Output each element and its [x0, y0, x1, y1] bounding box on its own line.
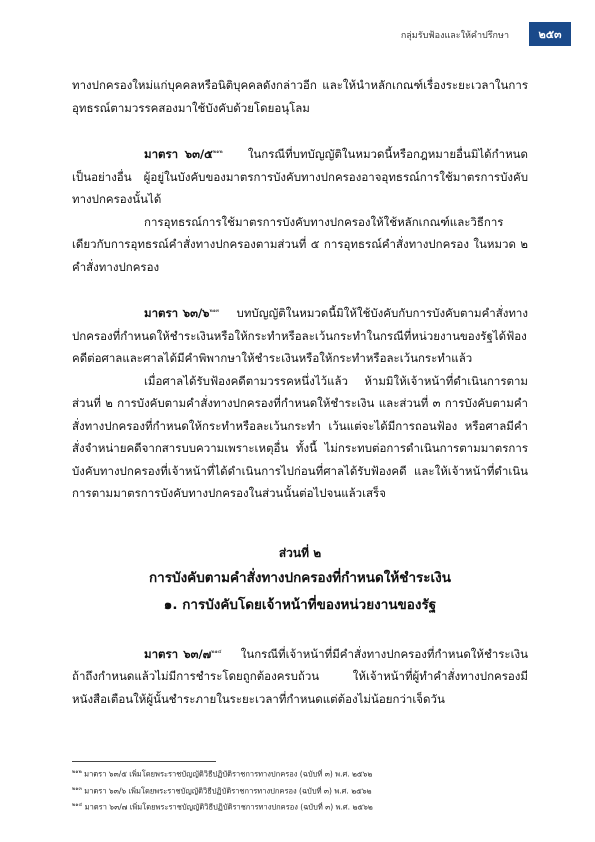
footnote-ref[interactable]: ๒๑๓: [209, 308, 220, 315]
section-63-7: มาตรา ๖๓/๗$^{๒๑๔}$ ในกรณีที่เจ้าหน้าที่มีคำสั่งทางปกครองที่กำหนดให้ชำระเงิน ถ้าถึงกำหนดแล้วไม่มีการชำระโดยถูกต้องครบถ้วน ให้เจ้าหน้าที่ผู้ทำคำสั่งทางปกครองมีหนังสือเตือนให้ผู้นั้นชำระภายในระยะเวลาที่กำหนดแต่ต้องไม่น้อยกว่าเจ็ดวัน: [72, 646, 529, 706]
section-63-6-para-2: เมื่อศาลได้รับฟ้องคดีตามวรรคหนึ่งไว้แล้ว ห้ามมิให้เจ้าหน้าที่ดำเนินการตามส่วนที่ ๒ การบังคับตามคำสั่งทางปกครองที่กำหนดให้ชำระเงิน และส่วนที่ ๓ การบังคับตามคำสั่งทางปกครองที่กำหนดให้กระทำหรือละเว้นกระทำ เว้นแต่จะได้มีการถอนฟ้อง หรือศาลมีคำสั่งจำหน่ายคดีจากสารบบความเพราะเหตุอื่น ทั้งนี้ ไม่กระทบต่อการดำเนินการตามมาตรการบังคับทางปกครองที่เจ้าหน้าที่ได้ดำเนินการไปก่อนที่ศาลได้รับฟ้องคดี และให้เจ้าหน้าที่ดำเนินการตามมาตรการบังคับทางปกครองในส่วนนั้นต่อไปจนแล้วเสร็จ: [72, 373, 528, 500]
section-number: มาตรา ๖๓/๗: [144, 646, 212, 661]
paragraph-continuation: ทางปกครองใหม่แก่บุคคลหรือนิติบุคคลดังกล่าวอีก และให้นำหลักเกณฑ์เรื่องระยะเวลาในการอุทธรณ์ตามวรรคสองมาใช้บังคับด้วยโดยอนุโลม: [72, 78, 528, 115]
running-header-title: กลุ่มรับฟ้องและให้คำปรึกษา: [400, 31, 509, 41]
part-subtitle: ๑. การบังคับโดยเจ้าหน้าที่ของหน่วยงานของรัฐ: [163, 596, 437, 613]
footnote-ref[interactable]: ๒๑๒: [212, 149, 223, 156]
footnote-divider: [72, 761, 216, 762]
section-63-6: มาตรา ๖๓/๖$^{๒๑๓}$ บทบัญญัติในหมวดนี้มิให้ใช้บังคับกับการบังคับตามคำสั่งทางปกครองที่กำหนดให้ชำระเงินหรือให้กระทำหรือละเว้นกระทำในกรณีที่หน่วยงานของรัฐได้ฟ้องคดีต่อศาลและศาลได้มีคำพิพากษาให้ชำระเงินหรือให้กระทำหรือละเว้นกระทำแล้ว: [72, 306, 529, 365]
section-63-5: มาตรา ๖๓/๕$^{๒๑๒}$ ในกรณีที่บทบัญญัติในหมวดนี้หรือกฎหมายอื่นมิได้กำหนดเป็นอย่างอื่น ผู้อยู่ในบังคับของมาตรการบังคับทางปกครองอาจอุทธรณ์การใช้มาตรการบังคับทางปกครองนั้นได้: [72, 147, 528, 206]
page-header: [0, 22, 595, 52]
part-number: ส่วนที่ ๒: [278, 545, 322, 560]
footnote-213: $^{๒๑๓}$ มาตรา ๖๓/๖ เพิ่มโดยพระราชบัญญัติวิธีปฏิบัติราชการทางปกครอง (ฉบับที่ ๓) พ.ศ. ๒๕๖๒: [72, 785, 372, 795]
section-number: มาตรา ๖๓/๕: [144, 147, 213, 161]
part-title: การบังคับตามคำสั่งทางปกครองที่กำหนดให้ชำระเงิน: [149, 569, 451, 586]
section-63-5-para-2: การอุทธรณ์การใช้มาตรการบังคับทางปกครองให้ใช้หลักเกณฑ์และวิธีการเดียวกับการอุทธรณ์คำสั่งทางปกครองตามส่วนที่ ๕ การอุทธรณ์คำสั่งทางปกครอง ในหมวด ๒ คำสั่งทางปกครอง: [72, 214, 528, 274]
section-number: มาตรา ๖๓/๖: [144, 306, 210, 320]
footnotes: [72, 765, 528, 815]
page-number-badge: ๒๕๓: [529, 22, 571, 46]
footnote-214: $^{๒๑๔}$ มาตรา ๖๓/๗ เพิ่มโดยพระราชบัญญัติวิธีปฏิบัติราชการทางปกครอง (ฉบับที่ ๓) พ.ศ. ๒๕๖๒: [72, 802, 373, 812]
footnote-212: $^{๒๑๒}$ มาตรา ๖๓/๕ เพิ่มโดยพระราชบัญญัติวิธีปฏิบัติราชการทางปกครอง (ฉบับที่ ๓) พ.ศ. ๒๕๖๒: [72, 769, 373, 779]
document-body: [72, 74, 528, 710]
footnote-ref[interactable]: ๒๑๔: [211, 648, 222, 655]
